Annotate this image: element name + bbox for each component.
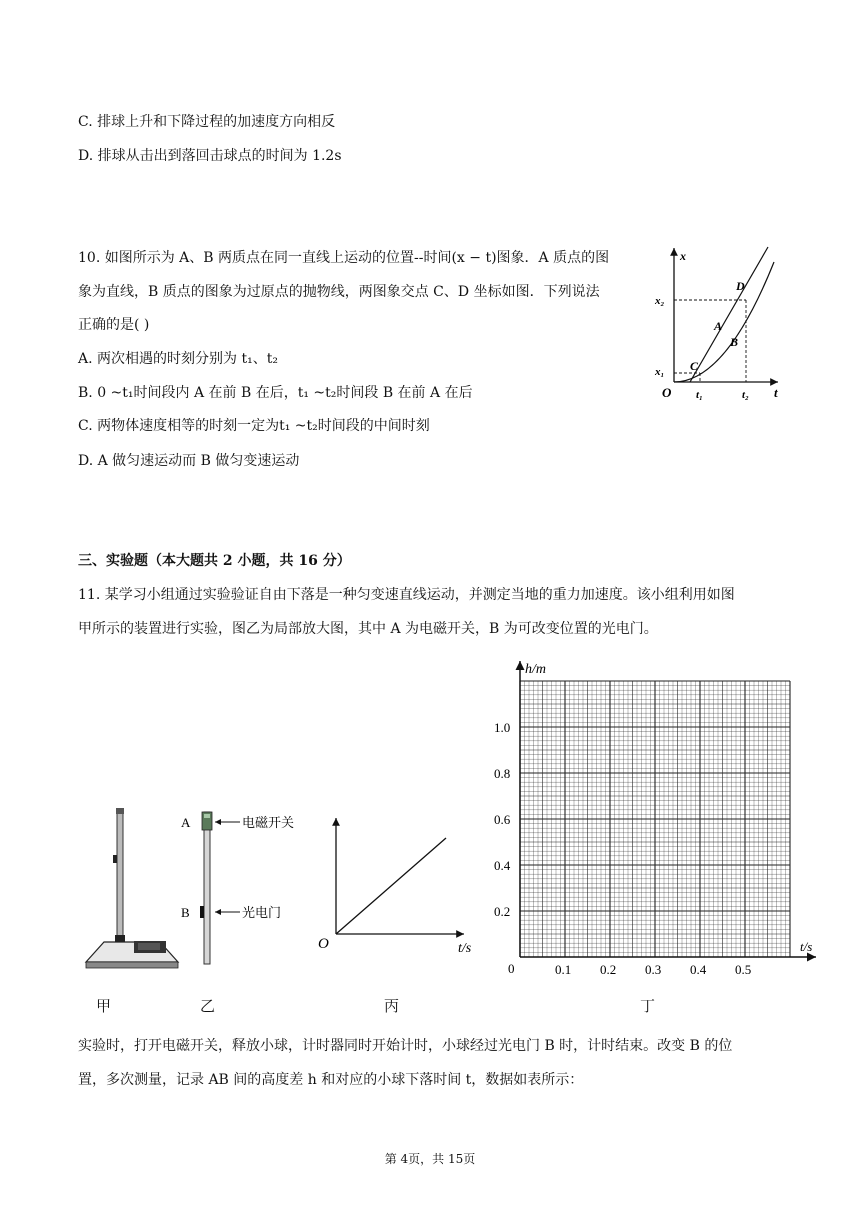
q10-label-t2: t₂ — [742, 389, 749, 401]
section-3-heading: 三、实验题（本大题共 2 小题，共 16 分） — [78, 553, 351, 569]
q11-ding-y-label: h/m — [525, 662, 546, 677]
q10-label-d: D — [736, 279, 745, 293]
q10-line-a — [690, 247, 768, 382]
page-footer: 第 4页，共 15页 — [384, 1152, 476, 1166]
caption-jia: 甲 — [96, 997, 112, 1015]
ding-y-tick-label: 0.8 — [494, 766, 511, 781]
ding-x-tick-label: 0.2 — [600, 962, 617, 977]
ding-x-tick-label: 0.5 — [735, 962, 752, 977]
q10-label-b: B — [730, 335, 739, 349]
q11-ding-x-label: t/s — [800, 939, 813, 954]
q10-xt-graph — [656, 240, 796, 405]
q11-fig-bing-graph — [312, 810, 482, 960]
q11-bing-origin: O — [318, 936, 329, 952]
caption-bing: 丙 — [384, 997, 400, 1015]
q11-fig-ding-grid — [490, 655, 835, 985]
q9-option-c: C. 排球上升和下降过程的加速度方向相反 — [78, 114, 336, 130]
ding-y-tick-label: 0.2 — [494, 904, 511, 919]
ding-y-tick-label: 0.4 — [494, 858, 511, 873]
q11-fig-jia-apparatus — [82, 800, 182, 980]
q11-after-line2: 置，多次测量，记录 AB 间的高度差 h 和对应的小球下落时间 t，数据如表所示： — [78, 1072, 584, 1088]
q11-after-line1: 实验时，打开电磁开关，释放小球，计时器同时开始计时，小球经过光电门 B 时，计时结束。改变 B 的位 — [78, 1038, 733, 1054]
q10-label-x2: x₂ — [655, 295, 665, 307]
caption-yi: 乙 — [200, 997, 216, 1015]
caption-ding: 丁 — [640, 997, 656, 1015]
ding-x-tick-label: 0.4 — [690, 962, 707, 977]
q10-stem-line1: 10. 如图所示为 A、B 两质点在同一直线上运动的位置--时间(x − t)图象．A 质点的图 — [78, 250, 610, 266]
q10-option-d: D. A 做匀速运动而 B 做匀变速运动 — [78, 453, 300, 469]
ding-x-tick-label: 0.1 — [555, 962, 572, 977]
q10-option-b: B. 0 ~t₁时间段内 A 在前 B 在后，t₁ ~t₂时间段 B 在前 A 在后 — [78, 385, 473, 401]
q10-label-t1: t₁ — [696, 389, 703, 401]
q11-yi-gate-label: 光电门 — [242, 906, 282, 921]
q11-yi-switch-label: 电磁开关 — [242, 816, 295, 831]
q11-stem-line1: 11. 某学习小组通过实验验证自由下落是一种匀变速直线运动，并测定当地的重力加速度。该小组利用如图 — [78, 587, 735, 603]
ding-y-tick-label: 0.6 — [494, 812, 511, 827]
q10-label-x: x — [680, 249, 686, 263]
q10-stem-line3: 正确的是( ) — [78, 317, 150, 333]
q10-label-t: t — [774, 385, 778, 400]
q11-yi-label-b: B — [181, 905, 190, 920]
q11-bing-x-label: t/s — [458, 941, 472, 956]
q11-yi-label-a: A — [181, 815, 191, 830]
q11-ding-origin: 0 — [508, 961, 515, 976]
q10-option-c: C. 两物体速度相等的时刻一定为t₁ ~t₂时间段的中间时刻 — [78, 418, 430, 434]
q11-stem-line2: 甲所示的装置进行实验，图乙为局部放大图，其中 A 为电磁开关，B 为可改变位置的光电门。 — [78, 621, 658, 637]
ding-x-tick-label: 0.3 — [645, 962, 662, 977]
q11-bing-line — [336, 838, 446, 934]
q10-option-a: A. 两次相遇的时刻分别为 t₁、t₂ — [78, 351, 278, 367]
q10-label-x1: x₁ — [655, 366, 665, 378]
q10-stem-line2: 象为直线，B 质点的图象为过原点的抛物线，两图象交点 C、D 坐标如图．下列说法 — [78, 284, 600, 300]
q10-label-c: C — [690, 359, 699, 373]
q10-label-a: A — [714, 319, 723, 333]
q11-fig-yi-detail — [170, 800, 320, 975]
ding-y-tick-label: 1.0 — [494, 720, 511, 735]
q10-label-o: O — [662, 385, 672, 400]
q9-option-d: D. 排球从击出到落回击球点的时间为 1.2s — [78, 148, 342, 164]
